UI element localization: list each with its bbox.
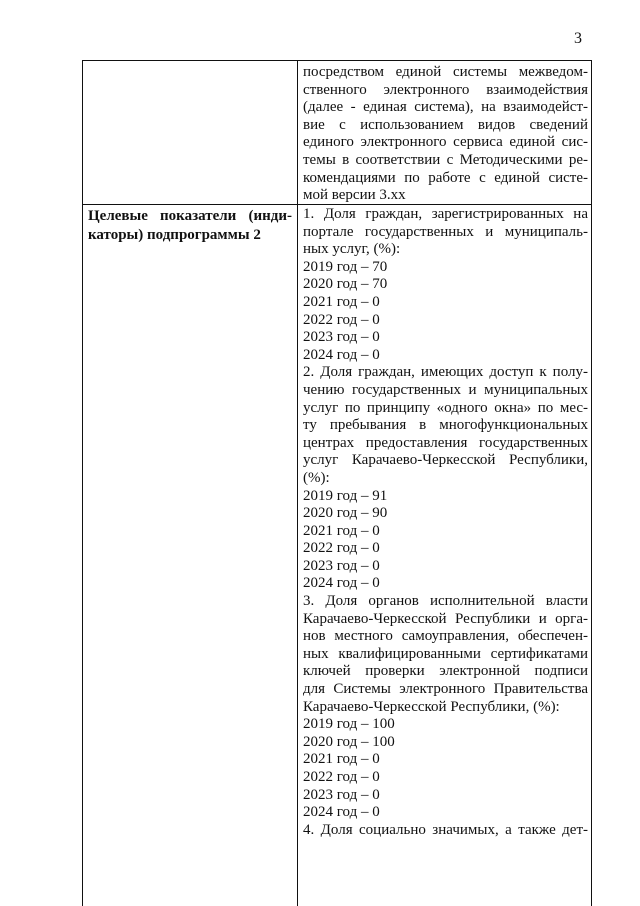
text-line: 2020 год – 90: [303, 505, 388, 522]
text-line: центрах предоставления государственных: [303, 434, 588, 451]
text-line: 2020 год – 70: [303, 276, 388, 293]
text-line: 2022 год – 0: [303, 311, 380, 328]
text-line: ных квалифицированными сертификатами: [303, 645, 588, 662]
text-line: единого электронного сервиса единой сис-: [303, 134, 588, 151]
text-line: 2022 год – 0: [303, 769, 380, 785]
text-line: 2024 год – 0: [303, 804, 380, 821]
page-number: 3: [574, 30, 582, 47]
row2-label-cell: [88, 207, 292, 244]
text-line: услуг Карачаево-Черкесской Республики,: [303, 452, 588, 469]
text-line: 2019 год – 100: [303, 716, 395, 733]
document-table: [82, 60, 592, 906]
text-line: ту пребывания в многофункциональных: [303, 417, 588, 434]
text-line: 2022 год – 0: [303, 540, 380, 557]
label-line: Целевые показатели (инди-: [88, 208, 292, 224]
label-line: каторы) подпрограммы 2: [88, 227, 261, 243]
text-line: 2019 год – 70: [303, 258, 388, 275]
text-line: вие с использованием видов сведений: [303, 116, 588, 133]
text-line: комендациями по работе с единой систе-: [303, 169, 588, 186]
text-line: Карачаево-Черкесской Республики, (%):: [303, 698, 560, 715]
text-line: 2021 год – 0: [303, 522, 380, 539]
text-line: чению государственных и муниципальных: [303, 381, 588, 398]
text-line: мой версии 3.хх: [303, 187, 406, 204]
text-line: посредством единой системы межведом-: [303, 64, 588, 80]
text-line: 2023 год – 0: [303, 329, 380, 346]
row1-description-cell: [303, 64, 588, 205]
text-line: 4. Доля социально значимых, а также дет-: [303, 821, 588, 838]
text-line: темы в соответствии с Методическими ре-: [303, 151, 588, 168]
text-line: 3. Доля органов исполнительной власти: [303, 593, 588, 610]
text-line: 2020 год – 100: [303, 733, 395, 750]
text-line: 2021 год – 0: [303, 751, 380, 768]
text-line: 2. Доля граждан, имеющих доступ к полу-: [303, 364, 588, 381]
text-line: 2023 год – 0: [303, 786, 380, 803]
row2-indicators-cell: [303, 206, 588, 839]
text-line: услуг по принципу «одного окна» по мес-: [303, 399, 588, 416]
text-line: 2021 год – 0: [303, 293, 380, 310]
text-line: 2023 год – 0: [303, 557, 380, 574]
text-line: ственного электронного взаимодействия: [303, 81, 588, 98]
text-line: 1. Доля граждан, зарегистрированных на: [303, 206, 588, 222]
text-line: 2024 год – 0: [303, 346, 380, 363]
column-divider: [297, 61, 298, 906]
text-line: (%):: [303, 469, 330, 486]
text-line: (далее - единая система), на взаимодейст-: [303, 99, 588, 116]
text-line: Карачаево-Черкесской Республики и орга-: [303, 610, 588, 627]
text-line: портале государственных и муниципаль-: [303, 223, 588, 240]
text-line: для Системы электронного Правительства: [303, 681, 588, 698]
text-line: 2019 год – 91: [303, 487, 388, 504]
text-line: нов местного самоуправления, обеспечен-: [303, 628, 588, 645]
text-line: ных услуг, (%):: [303, 241, 401, 258]
text-line: ключей проверки электронной подписи: [303, 663, 588, 680]
text-line: 2024 год – 0: [303, 575, 380, 592]
